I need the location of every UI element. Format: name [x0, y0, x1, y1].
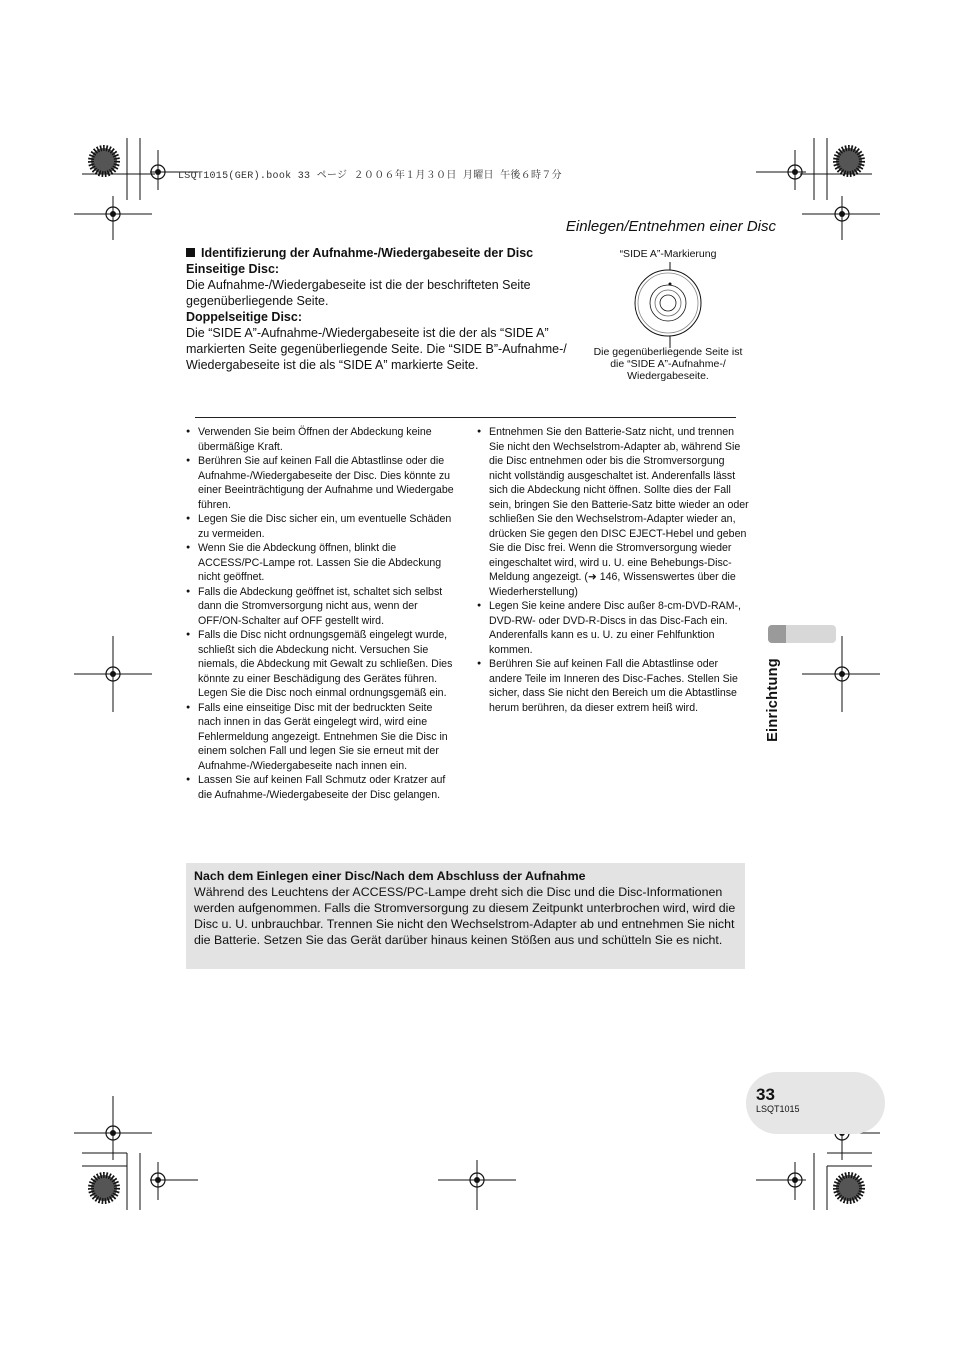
- divider-line: [195, 417, 736, 418]
- left-note-item: ● Falls eine einseitige Disc mit der bedruckten Seite nach innen in das Gerät eingelegt wird, wird eine Fehlermeldung angezeigt. Entnehmen Sie die Disc in einem solchen Fall und legen Sie sie erneut mit der Aufnahme-/Wiedergabeseite nach innen ein.: [186, 701, 456, 774]
- single-sided-text: Die Aufnahme-/Wiedergabeseite ist die der beschrifteten Seite gegenüberliegende Seite.: [186, 278, 531, 308]
- chapter-tab-text: Einrichtung: [765, 658, 781, 742]
- left-note-item: ● Falls die Disc nicht ordnungsgemäß eingelegt wurde, schließt sich die Abdeckung nicht. Versuchen Sie niemals, die Abdeckung mit Gewalt zu schließen. Dies könnte zu einer Beschädigung des Gerätes führen. Legen Sie die Disc noch einmal ordnungsgemäß ein.: [186, 628, 456, 701]
- print-info-line: LSQT1015(GER).book 33 ページ ２００６年１月３０日 月曜日 午後６時７分: [178, 171, 562, 182]
- right-note-item: ● Berühren Sie auf keinen Fall die Abtastlinse oder andere Teile im Inneren des Disc-Faches. Stellen Sie sicher, dass Sie nicht den Bereich um die Abtastlinse herum berühren, da dieser extrem heiß wird.: [477, 657, 749, 715]
- notes-right-column: [477, 425, 749, 715]
- note-box: [186, 863, 745, 969]
- disc-diagram: [630, 262, 710, 348]
- chapter-tab-marker: [768, 625, 836, 643]
- notes-left-column: [186, 425, 456, 802]
- left-note-item: ● Wenn Sie die Abdeckung öffnen, blinkt die ACCESS/PC-Lampe rot. Lassen Sie die Abdeckung nicht geöffnet.: [186, 541, 456, 585]
- left-note-item: ● Lassen Sie auf keinen Fall Schmutz oder Kratzer auf die Aufnahme-/Wiedergabeseite der Disc gelangen.: [186, 773, 456, 802]
- double-sided-text: Die “SIDE A”-Aufnahme-/Wiedergabeseite ist die der als “SIDE A” markierten Seite gegenüberliegende Seite. Die “SIDE B”-Aufnahme-/ Wiedergabeseite ist die als “SIDE A” markierte Seite.: [186, 326, 567, 372]
- note-box-heading: Nach dem Einlegen einer Disc/Nach dem Abschluss der Aufnahme: [194, 869, 586, 883]
- right-note-item: ● Entnehmen Sie den Batterie-Satz nicht, und trennen Sie nicht den Wechselstrom-Adapter ab, während Sie die Disc entnehmen oder bis die Stromversorgung nicht vollständig ausgeschaltet ist. Anderenfalls lässt sich die Abdeckung nicht öffnen. Sollte dies der Fall sein, bringen Sie den Batterie-Satz bitte wieder an oder schließen Sie den Wechselstrom-Adapter wieder an, drücken Sie gegen den DISC EJECT-Hebel und geben Sie die Disc frei. Wenn die Stromversorgung wieder eingeschaltet wird, wird u. U. eine Behebungs-Disc-Meldung angezeigt. (➜ 146, Wissenswertes über die Wiederherstellung): [477, 425, 749, 599]
- note-box-text: Während des Leuchtens der ACCESS/PC-Lampe dreht sich die Disc und die Disc-Informationen werden aufgenommen. Falls die Stromversorgung zu diesem Zeitpunkt unterbrochen wird, wird die Disc u. U. unbrauchbar. Trennen Sie nicht den Wechselstrom-Adapter ab und entnehmen Sie nicht die Batterie. Setzen Sie das Gerät darüber hinaus keinen Stößen aus und schütteln Sie es nicht.: [194, 885, 736, 947]
- page-number: 33: [756, 1085, 775, 1104]
- left-note-item: ● Falls die Abdeckung geöffnet ist, schaltet sich selbst dann die Stromversorgung nicht aus, wenn der OFF/ON-Schalter auf OFF gestellt wird.: [186, 585, 456, 629]
- double-sided-label: Doppelseitige Disc:: [186, 310, 302, 324]
- opposite-side-label: Die gegenüberliegende Seite ist die “SIDE A”-Aufnahme-/ Wiedergabeseite.: [593, 346, 743, 382]
- side-a-mark-label: “SIDE A”-Markierung: [619, 248, 717, 260]
- intro-heading-text: Identifizierung der Aufnahme-/Wiedergabeseite der Disc: [201, 246, 534, 260]
- page-code: LSQT1015: [756, 1104, 800, 1114]
- single-sided-label: Einseitige Disc:: [186, 262, 280, 276]
- left-note-item: ● Berühren Sie auf keinen Fall die Abtastlinse oder die Aufnahme-/Wiedergabeseite der Disc. Dies könnte zu einer Beeinträchtigung der Aufnahme und Wiedergabe führen.: [186, 454, 456, 512]
- disc-side-intro: [186, 245, 581, 373]
- square-bullet-icon: [186, 248, 195, 257]
- right-note-item: ● Legen Sie keine andere Disc außer 8-cm-DVD-RAM-, DVD-RW- oder DVD-R-Discs in das Disc-Fach ein. Anderenfalls kann es u. U. zu einer Fehlfunktion kommen.: [477, 599, 749, 657]
- section-title: Einlegen/Entnehmen einer Disc: [565, 218, 776, 235]
- chapter-tab-label: [758, 650, 788, 750]
- intro-heading: [186, 245, 581, 261]
- left-note-item: ● Legen Sie die Disc sicher ein, um eventuelle Schäden zu vermeiden.: [186, 512, 456, 541]
- left-note-item: ● Verwenden Sie beim Öffnen der Abdeckung keine übermäßige Kraft.: [186, 425, 456, 454]
- disc-icon: [635, 270, 701, 336]
